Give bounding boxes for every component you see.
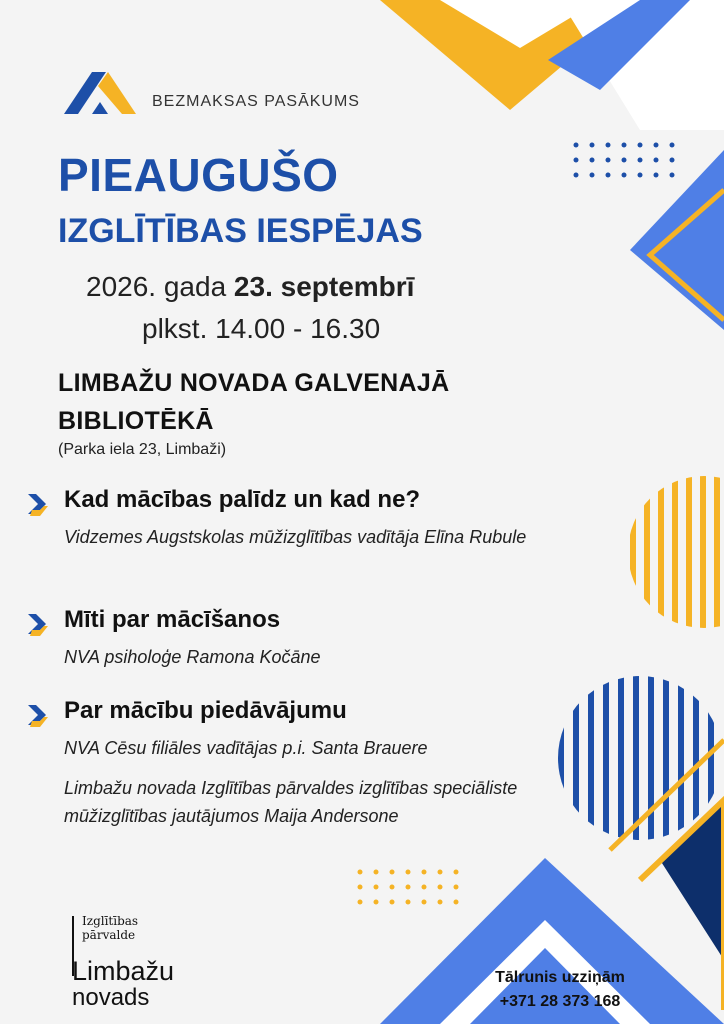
organizer-line1	[82, 914, 138, 942]
session-title: Kad mācības palīdz un kad ne?	[64, 486, 421, 513]
page-subtitle: IZGLĪTĪBAS IESPĒJAS	[58, 212, 423, 250]
yellow-striped-circle	[630, 470, 720, 640]
organizer-line1-text: Izglītības	[82, 914, 139, 928]
page-title: PIEAUGUŠO	[58, 149, 339, 201]
event-time: plkst. 14.00 - 16.30	[142, 313, 381, 344]
chevron-right-icon	[26, 610, 52, 636]
date-day: 23. septembrī	[233, 271, 415, 302]
extra-speaker: Limbažu novada Izglītības pārvaldes izglītības speciāliste mūžizglītības jautājumos Maija Andersone	[64, 778, 518, 826]
navy-triangle	[660, 800, 724, 960]
event-date	[86, 271, 414, 303]
yellow-dot-grid	[358, 870, 459, 905]
contact-phone[interactable]: +371 28 373 168	[499, 993, 621, 1010]
brand-label: BEZMAKSAS PASĀKUMS	[152, 93, 360, 110]
date-prefix: 2026. gada	[86, 271, 227, 302]
blue-dot-grid	[574, 143, 675, 178]
organizer-line2-text: pārvalde	[82, 928, 136, 942]
venue-name: LIMBAŽU NOVADA GALVENAJĀ BIBLIOTĒKĀ	[58, 369, 450, 435]
chevron-right-icon	[26, 490, 52, 516]
brand-logo	[62, 68, 138, 123]
contact-label: Tālrunis uzziņām	[495, 969, 625, 986]
right-blue-triangle	[630, 150, 724, 330]
contact-info	[480, 966, 640, 1014]
chevron-right-icon	[26, 701, 52, 727]
session-speaker: NVA Cēsu filiāles vadītājas p.i. Santa Brauere	[64, 738, 428, 758]
session-speaker: NVA psiholoģe Ramona Kočāne	[64, 647, 321, 667]
session-title: Par mācību piedāvājumu	[64, 697, 347, 724]
session-title: Mīti par mācīšanos	[64, 606, 281, 633]
mountain-logo-icon	[62, 68, 138, 118]
venue-address: (Parka iela 23, Limbaži)	[58, 441, 227, 458]
session-speaker: Vidzemes Augstskolas mūžizglītības vadītāja Elīna Rubule	[64, 527, 527, 547]
organizer-line3: Limbažu	[72, 956, 175, 986]
organizer-line4: novads	[72, 984, 150, 1011]
